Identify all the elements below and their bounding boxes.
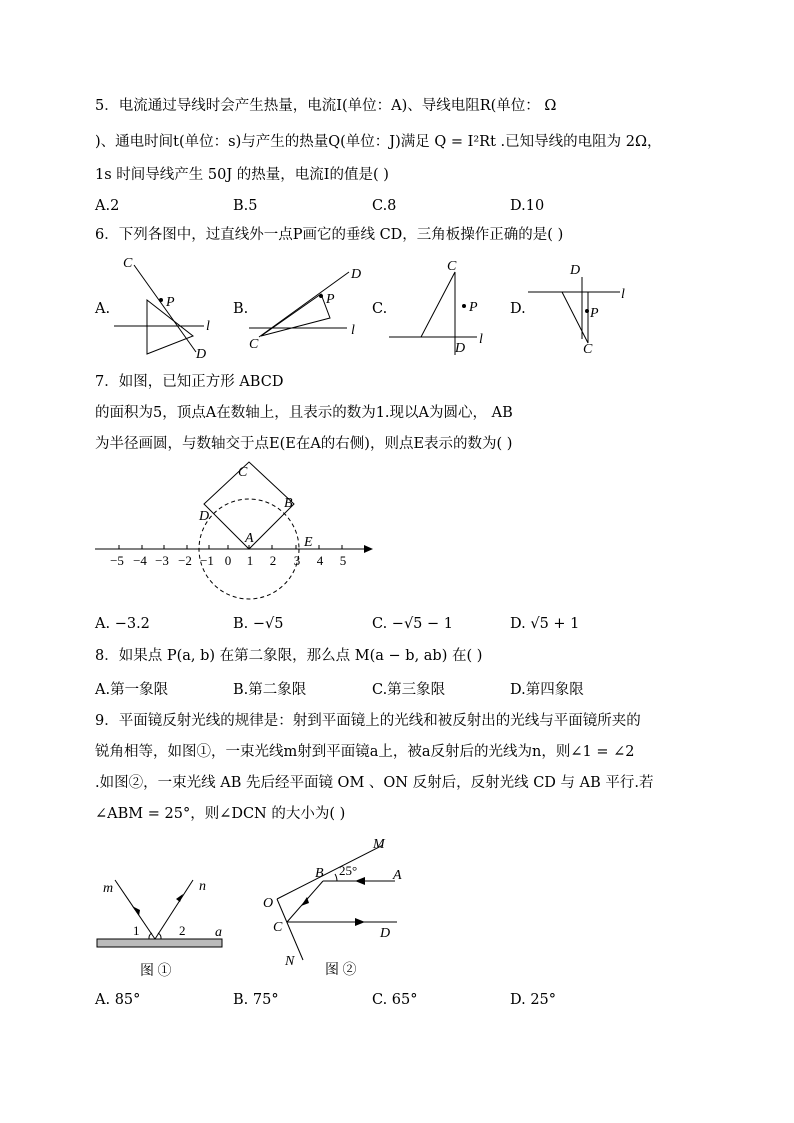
- set-square: [562, 292, 588, 343]
- q6-option-c-label: C.: [372, 301, 388, 317]
- point-p: [585, 309, 589, 313]
- label-p: P: [166, 295, 175, 310]
- q5-option-c: C.8: [372, 198, 397, 214]
- label-c: C: [273, 920, 283, 935]
- label-angle-1: 1: [133, 923, 140, 938]
- q8-option-c: C.第三象限: [372, 682, 446, 698]
- label-d: D: [380, 926, 391, 941]
- q9-option-a: A. 85°: [95, 992, 141, 1008]
- q6-figure-d: [520, 255, 640, 365]
- q9-line-2: 锐角相等，如图①，一束光线m射到平面镜a上，被a反射后的光线为n，则∠1 = ∠2: [95, 744, 635, 760]
- tick-label: 0: [224, 553, 232, 568]
- point-p: [319, 294, 323, 298]
- q8-option-d: D.第四象限: [510, 682, 584, 698]
- label-l: l: [621, 287, 625, 302]
- tick-label: −1: [200, 553, 214, 568]
- tick-label: 4: [316, 553, 324, 568]
- set-square: [261, 294, 330, 336]
- label-p: P: [469, 300, 478, 315]
- q6-line-1: 6．下列各图中，过直线外一点P画它的垂线 CD，三角板操作正确的是( ): [95, 227, 564, 243]
- q7-option-b: B. −√5: [233, 616, 284, 632]
- label-c: C: [447, 259, 457, 274]
- q5-line-3: 1s 时间导线产生 50J 的热量，电流I的值是( ): [95, 167, 389, 183]
- label-d: D: [196, 347, 207, 362]
- label-b: B: [315, 866, 324, 881]
- tick-label: −2: [178, 553, 192, 568]
- label-c: C: [238, 465, 248, 480]
- q6-figure-c: [385, 255, 495, 365]
- label-e: E: [304, 535, 313, 550]
- tick-label: −5: [110, 553, 124, 568]
- set-square: [421, 272, 455, 337]
- point-p: [462, 304, 466, 308]
- q8-option-a: A.第一象限: [95, 682, 169, 698]
- q7-option-c: C. −√5 − 1: [372, 616, 454, 632]
- label-d: D: [351, 267, 362, 282]
- label-n: N: [285, 954, 295, 969]
- ray-n: [155, 880, 193, 939]
- q7-line-2: 的面积为5，顶点A在数轴上，且表示的数为1.现以A为圆心， AB: [95, 405, 513, 421]
- arrow-head: [364, 545, 373, 553]
- label-o: O: [263, 896, 274, 911]
- label-l: l: [206, 319, 210, 334]
- perpendicular-cd: [259, 272, 349, 337]
- q6-option-b-label: B.: [233, 301, 249, 317]
- q9-line-3: .如图②，一束光线 AB 先后经平面镜 OM 、ON 反射后，反射光线 CD 与 AB 平行.若: [95, 775, 654, 791]
- label-d: D: [570, 263, 581, 278]
- figure-2-caption: 图 ②: [325, 963, 357, 978]
- label-l: l: [351, 323, 355, 338]
- tick-label: 5: [339, 553, 347, 568]
- label-n: n: [199, 879, 206, 894]
- q9-line-4: ∠ABM = 25°，则∠DCN 的大小为( ): [95, 806, 346, 822]
- label-a: A: [393, 868, 402, 883]
- q6-option-a-label: A.: [95, 301, 111, 317]
- label-p: P: [590, 306, 599, 321]
- q5-option-b: B.5: [233, 198, 258, 214]
- tick-label: 3: [293, 553, 301, 568]
- label-c: C: [123, 256, 133, 271]
- tick-label: 1: [246, 553, 254, 568]
- q5-line-1: 5．电流通过导线时会产生热量，电流I(单位：A)、导线电阻R(单位： Ω: [95, 98, 557, 114]
- q6-figure-b: [245, 262, 375, 362]
- mirror-a: [97, 939, 222, 947]
- perpendicular-cd: [134, 265, 196, 352]
- q8-option-b: B.第二象限: [233, 682, 307, 698]
- q9-figure-2: [255, 835, 415, 978]
- tick-label: −4: [133, 553, 147, 568]
- label-a: A: [245, 531, 254, 546]
- q6-figure-a: [110, 252, 220, 362]
- q7-option-a: A. −3.2: [95, 616, 150, 632]
- q7-line-1: 7．如图，已知正方形 ABCD: [95, 374, 284, 390]
- label-d: D: [455, 341, 466, 356]
- label-p: P: [326, 292, 335, 307]
- q5-option-a: A.2: [95, 198, 120, 214]
- mirror-om: [277, 845, 383, 899]
- q8-line-1: 8．如果点 P(a, b) 在第二象限，那么点 M(a − b, ab) 在( ): [95, 648, 483, 664]
- label-angle-2: 2: [179, 923, 186, 938]
- q9-option-c: C. 65°: [372, 992, 418, 1008]
- label-c: C: [583, 342, 593, 357]
- q7-figure: [95, 462, 385, 597]
- q5-line-2: )、通电时间t(单位：s)与产生的热量Q(单位：J)满足 Q = I²Rt .已知导线的电阻为 2Ω，: [95, 134, 662, 150]
- label-l: l: [479, 332, 483, 347]
- tick-label: 2: [269, 553, 277, 568]
- label-b: B: [284, 496, 293, 511]
- label-m: m: [103, 881, 114, 896]
- figure-1-caption: 图 ①: [140, 964, 172, 979]
- q9-line-1: 9．平面镜反射光线的规律是：射到平面镜上的光线和被反射出的光线与平面镜所夹的: [95, 713, 641, 729]
- q9-figure-1: [95, 840, 245, 980]
- label-d: D: [199, 509, 210, 524]
- label-angle-25: 25°: [339, 863, 358, 878]
- point-p: [159, 298, 163, 302]
- tick-label: −3: [155, 553, 169, 568]
- label-a: a: [215, 925, 222, 940]
- q6-option-d-label: D.: [510, 301, 526, 317]
- q9-option-b: B. 75°: [233, 992, 279, 1008]
- q9-option-d: D. 25°: [510, 992, 557, 1008]
- label-m: M: [373, 837, 385, 852]
- q5-option-d: D.10: [510, 198, 545, 214]
- q7-option-d: D. √5 + 1: [510, 616, 580, 632]
- label-c: C: [249, 337, 259, 352]
- q7-line-3: 为半径画圆，与数轴交于点E(E在A的右侧)，则点E表示的数为( ): [95, 436, 513, 452]
